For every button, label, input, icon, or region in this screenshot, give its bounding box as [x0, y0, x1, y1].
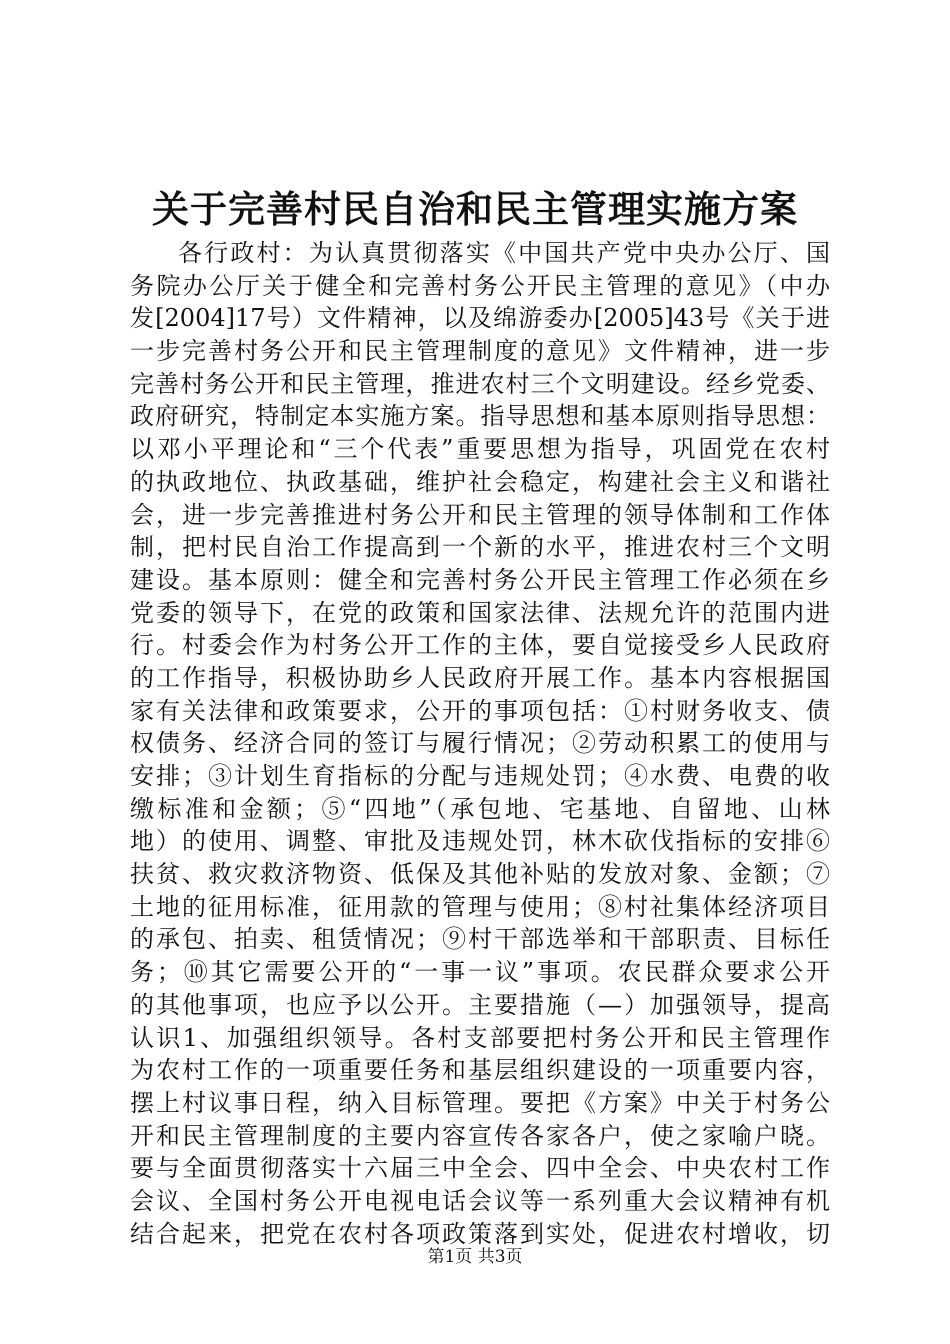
body-line: 党委的领导下，在党的政策和国家法律、法规允许的范围内进	[130, 598, 830, 627]
body-line: 各行政村：为认真贯彻落实《中国共产党中央办公厅、国	[178, 239, 830, 267]
body-line: 认识1、加强组织领导。各村支部要把村务公开和民主管理作	[130, 1023, 830, 1052]
page-number-footer: 第1页 共3页	[427, 1247, 523, 1267]
body-line: 要与全面贯彻落实十六届三中全会、四中全会、中央农村工作	[130, 1154, 830, 1183]
body-line: 会议、全国村务公开电视电话会议等一系列重大会议精神有机	[130, 1186, 830, 1215]
body-line: 政府研究，特制定本实施方案。指导思想和基本原则指导思想：	[130, 402, 830, 431]
document-body	[130, 237, 830, 1250]
body-line: 的工作指导，积极协助乡人民政府开展工作。基本内容根据国	[130, 663, 830, 692]
body-line: 扶贫、救灾救济物资、低保及其他补贴的发放对象、金额；⑦	[130, 860, 830, 889]
body-line: 地）的使用、调整、审批及违规处罚，林木砍伐指标的安排⑥	[130, 827, 830, 856]
body-line: 开和民主管理制度的主要内容宣传各家各户，使之家喻户晓。	[130, 1121, 830, 1150]
body-line: 的承包、拍卖、租赁情况；⑨村干部选举和干部职责、目标任	[130, 925, 830, 954]
body-line: 土地的征用标准，征用款的管理与使用；⑧村社集体经济项目	[130, 892, 830, 921]
body-line: 会，进一步完善推进村务公开和民主管理的领导体制和工作体	[130, 500, 830, 529]
body-line: 行。村委会作为村务公开工作的主体，要自觉接受乡人民政府	[130, 631, 830, 660]
body-line: 结合起来，把党在农村各项政策落到实处，促进农村增收，切	[130, 1219, 830, 1248]
body-line: 摆上村议事日程，纳入目标管理。要把《方案》中关于村务公	[130, 1088, 830, 1117]
body-line: 为农村工作的一项重要任务和基层组织建设的一项重要内容，	[130, 1056, 830, 1085]
body-line: 安排；③计划生育指标的分配与违规处罚；④水费、电费的收	[130, 762, 830, 790]
body-line: 权债务、经济合同的签订与履行情况；②劳动积累工的使用与	[130, 729, 830, 758]
body-line: 完善村务公开和民主管理，推进农村三个文明建设。经乡党委、	[130, 369, 830, 398]
body-line: 一步完善村务公开和民主管理制度的意见》文件精神，进一步	[130, 337, 830, 366]
body-line: 务院办公厅关于健全和完善村务公开民主管理的意见》（中办	[130, 271, 830, 300]
body-line: 家有关法律和政策要求，公开的事项包括：①村财务收支、债	[130, 696, 830, 725]
body-line: 的其他事项，也应予以公开。主要措施（—）加强领导，提高	[130, 990, 830, 1019]
body-line: 建设。基本原则：健全和完善村务公开民主管理工作必须在乡	[130, 565, 830, 594]
body-line: 制，把村民自治工作提高到一个新的水平，推进农村三个文明	[130, 533, 830, 562]
body-line: 务；⑩其它需要公开的“一事一议”事项。农民群众要求公开	[130, 958, 830, 987]
document-title: 关于完善村民自治和民主管理实施方案	[152, 187, 798, 231]
body-line: 以邓小平理论和“三个代表”重要思想为指导，巩固党在农村	[130, 435, 830, 464]
body-line: 缴标准和金额；⑤“四地”（承包地、宅基地、自留地、山林	[130, 794, 830, 823]
body-line: 的执政地位、执政基础，维护社会稳定，构建社会主义和谐社	[130, 467, 830, 496]
body-line: 发[2004]17号）文件精神，以及绵游委办[2005]43号《关于进	[130, 304, 830, 333]
